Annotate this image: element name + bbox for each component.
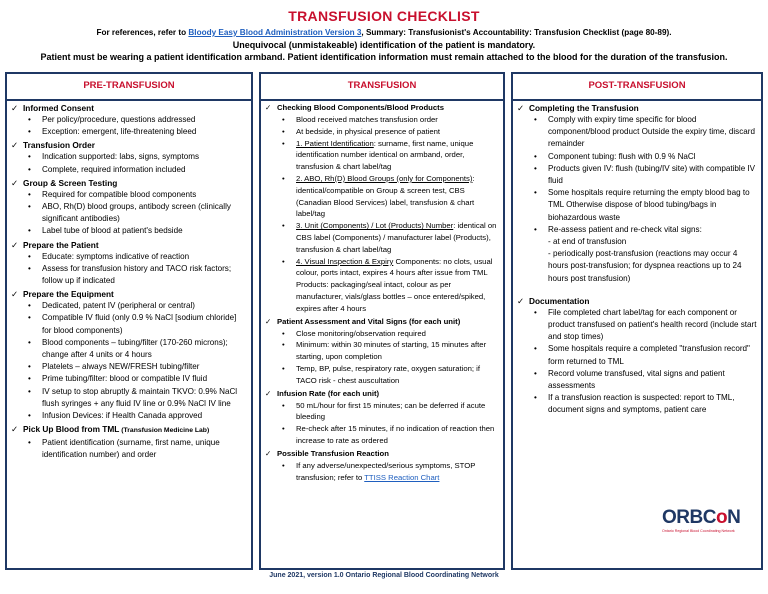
- list-item: • If any adverse/unexpected/serious symptoms, STOP transfusion; refer to TTISS Reaction Chart: [282, 460, 476, 482]
- list-item: • 4. Visual Inspection & Expiry Components: no clots, usual colour, ports intact, expires 4 hours after issue from TML Products: packaging/seal intact, colour as per manufacturer, vials/glass bottles – once entered/spiked, expires after 4 hours: [282, 256, 493, 313]
- list-item: • Minimum: within 30 minutes of starting, 15 minutes after starting, upon completion: [282, 340, 487, 362]
- footer: June 2021, version 1.0 Ontario Regional Blood Coordinating Network: [269, 572, 499, 579]
- completing-transfusion-list: [517, 114, 757, 285]
- orbcon-logo: [662, 508, 744, 544]
- bloody-easy-link[interactable]: Bloody Easy Blood Administration Version 3: [188, 28, 362, 37]
- list-item: • Component tubing: flush with 0.9 % NaCl: [517, 151, 757, 163]
- list-item: • Blood components – tubing/filter (170-260 microns); change after 4 units or 4 hours: [28, 337, 228, 360]
- bullet-icon: •: [28, 115, 31, 124]
- bullet-icon: •: [282, 424, 285, 434]
- list-item: • Label tube of blood at patient's bedside: [11, 225, 247, 237]
- infusion-rate-title: ✓ Infusion Rate (for each unit): [265, 388, 380, 398]
- check-icon: ✓: [11, 177, 18, 188]
- bullet-icon: •: [282, 173, 285, 183]
- pickup-blood-list: [11, 437, 247, 461]
- bullet-icon: •: [534, 188, 537, 198]
- post-sections: [513, 102, 761, 417]
- transfusion-reaction-list: [265, 460, 499, 484]
- trans-sections: [261, 102, 503, 483]
- checking-components-list: [265, 114, 499, 315]
- reassess-sub-1: - at end of transfusion: [548, 237, 627, 247]
- informed-consent-title: ✓ Informed Consent: [11, 103, 94, 113]
- list-item: • Record volume transfused, vital signs and patient assessments: [534, 368, 725, 391]
- post-transfusion-column: [511, 72, 763, 570]
- check-icon: ✓: [265, 316, 272, 326]
- pre-sections: [7, 102, 251, 462]
- bullet-icon: •: [282, 256, 285, 266]
- documentation-list: [517, 307, 757, 417]
- list-item: • Comply with expiry time specific for blood component/blood product Outside the expiry time, discard remainder: [534, 115, 755, 149]
- transfusion-order-title: ✓ Transfusion Order: [11, 140, 95, 151]
- list-item: • Platelets – always NEW/FRESH tubing/filter: [11, 361, 247, 373]
- list-item: • File completed chart label/tag for each component or product transfused on patient's health record (include start and stop times): [534, 307, 757, 342]
- bullet-icon: •: [282, 460, 285, 470]
- ref-suffix: , Summary: Transfusionist's Accountability: Transfusion Checklist (page 80-89).: [361, 28, 672, 37]
- bullet-icon: •: [28, 251, 31, 261]
- list-item: • Re-assess patient and re-check vital signs: - at end of transfusion - periodically post-transfusion (reactions may occur 4 hours post-transfusion; for dyspnea reactions up to 24 hours post transfusion): [517, 224, 757, 285]
- infusion-rate-list: [265, 400, 499, 447]
- bullet-icon: •: [534, 163, 537, 173]
- bullet-icon: •: [28, 202, 31, 212]
- list-item: • 2. ABO, Rh(D) Blood Groups (only for Components): identical/compatible on Group & screen test, CBS (Canadian Blood Services) label, transfusion & chart label/tag: [282, 173, 475, 219]
- bullet-icon: •: [534, 151, 537, 161]
- list-item: • Products given IV: flush (tubing/IV site) with compatible IV fluid: [534, 163, 756, 186]
- armband-statement: Patient must be wearing a patient identification armband. Patient identification information must remain attached to the blood for the duration of the transfusion.: [40, 52, 728, 62]
- transfusion-heading: TRANSFUSION: [261, 74, 503, 101]
- identification-statement: Unequivocal (unmistakeable) identification of the patient is mandatory.: [232, 40, 536, 50]
- completing-transfusion-title: ✓ Completing the Transfusion: [517, 103, 639, 113]
- list-item: • 50 mL/hour for first 15 minutes; can be deferred if acute bleeding: [282, 400, 486, 422]
- list-item: • ABO, Rh(D) blood groups, antibody screen (clinically significant antibodies): [28, 202, 231, 224]
- group-screen-list: [11, 189, 247, 238]
- check-icon: ✓: [11, 103, 18, 113]
- prepare-patient-title: ✓ Prepare the Patient: [11, 239, 99, 250]
- bullet-icon: •: [282, 363, 285, 373]
- bullet-icon: •: [534, 224, 537, 234]
- page-title: TRANSFUSION CHECKLIST: [288, 8, 480, 24]
- bullet-icon: •: [534, 115, 537, 124]
- bullet-icon: •: [28, 362, 31, 372]
- ttiss-reaction-link[interactable]: TTISS Reaction Chart: [364, 472, 440, 482]
- informed-consent-list: [11, 114, 247, 138]
- bullet-icon: •: [282, 340, 285, 350]
- pre-transfusion-heading: PRE-TRANSFUSION: [7, 74, 251, 101]
- list-item: • Temp, BP, pulse, respiratory rate, oxygen saturation; if TACO risk - chest auscultation: [282, 363, 481, 385]
- list-item: • If a transfusion reaction is suspected: report to TML, document signs and symptoms, patient care: [534, 393, 735, 415]
- bullet-icon: •: [28, 189, 31, 199]
- bullet-icon: •: [282, 115, 285, 124]
- list-item: • Blood received matches transfusion order: [282, 115, 438, 124]
- bullet-icon: •: [282, 126, 285, 136]
- logo-subtitle: Ontario Regional Blood Coordinating Network: [662, 529, 735, 533]
- bullet-icon: •: [28, 152, 31, 162]
- list-item: • Indication supported: labs, signs, symptoms: [11, 151, 247, 163]
- reference-line: [0, 28, 768, 37]
- patient-assessment-list: [265, 328, 499, 387]
- logo-wordmark: ORBCoN: [662, 507, 741, 528]
- bullet-icon: •: [282, 138, 285, 148]
- bullet-icon: •: [28, 164, 31, 174]
- bullet-icon: •: [28, 313, 31, 323]
- list-item: • At bedside, in physical presence of patient: [282, 126, 441, 136]
- bullet-icon: •: [28, 411, 31, 421]
- prepare-patient-list: [11, 251, 247, 288]
- check-icon: ✓: [11, 140, 18, 151]
- post-transfusion-heading: POST-TRANSFUSION: [513, 74, 761, 101]
- check-icon: ✓: [265, 388, 272, 398]
- bullet-icon: •: [282, 221, 285, 231]
- list-item: • 3. Unit (Components) / Lot (Products) Number: identical on CBS label (Components) / manufacturer label (Products), transfusion & chart label/tag: [282, 221, 497, 254]
- pickup-blood-title: ✓ Pick Up Blood from TML (Transfusion Medicine Lab): [11, 424, 210, 435]
- list-item: • Close monitoring/observation required: [282, 328, 426, 338]
- bullet-icon: •: [534, 344, 537, 354]
- check-icon: ✓: [265, 448, 272, 458]
- bullet-icon: •: [534, 307, 537, 317]
- list-item: • Infusion Devices: if Health Canada approved: [11, 410, 247, 422]
- list-item: • Dedicated, patent IV (peripheral or central): [11, 300, 247, 312]
- list-item: • Assess for transfusion history and TACO risk factors; follow up if indicated: [28, 263, 232, 286]
- prepare-equipment-list: [11, 300, 247, 422]
- patient-assessment-title: ✓ Patient Assessment and Vital Signs (for each unit): [265, 316, 461, 326]
- prepare-equipment-title: ✓ Prepare the Equipment: [11, 289, 114, 300]
- bullet-icon: •: [28, 438, 31, 448]
- transfusion-column: [259, 72, 505, 570]
- group-screen-title: ✓ Group & Screen Testing: [11, 177, 118, 188]
- list-item: • Prime tubing/filter: blood or compatible IV fluid: [11, 373, 247, 385]
- list-item: • Re-check after 15 minutes, if no indication of reaction then increase to rate as ordered: [282, 424, 495, 445]
- transfusion-reaction-title: ✓ Possible Transfusion Reaction: [265, 448, 389, 458]
- bullet-icon: •: [28, 226, 31, 236]
- list-item: • Required for compatible blood components: [11, 189, 247, 201]
- list-item: • Per policy/procedure, questions addressed: [11, 114, 247, 126]
- pre-transfusion-column: [5, 72, 253, 570]
- header: [0, 8, 768, 62]
- check-icon: ✓: [265, 103, 272, 112]
- check-icon: ✓: [11, 289, 18, 300]
- checking-components-title: ✓ Checking Blood Components/Blood Products: [265, 103, 444, 112]
- bullet-icon: •: [28, 337, 31, 347]
- bullet-icon: •: [28, 386, 31, 396]
- list-item: • Educate: symptoms indicative of reaction: [11, 251, 247, 263]
- check-icon: ✓: [517, 295, 524, 306]
- list-item: • IV setup to stop abruptly & maintain TKVO: 0.9% NaCl flush syringes + any fluid IV line or 0.9% NaCl IV line: [28, 386, 238, 408]
- check-icon: ✓: [517, 103, 524, 113]
- bullet-icon: •: [28, 263, 31, 273]
- list-item: • 1. Patient Identification: surname, first name, unique identification number identical on armband, order, transfusion & chart label/tag: [282, 138, 474, 172]
- bullet-icon: •: [282, 400, 285, 410]
- list-item: • Compatible IV fluid (only 0.9 % NaCl [sodium chloride] for blood components): [28, 313, 237, 335]
- documentation-title: ✓ Documentation: [517, 295, 590, 306]
- list-item: • Complete, required information included: [11, 164, 247, 176]
- bullet-icon: •: [28, 127, 31, 137]
- bullet-icon: •: [534, 368, 537, 378]
- list-item: • Some hospitals require returning the empty blood bag to TML Otherwise dispose of blood tubing/bags in biohazardous waste: [534, 188, 750, 222]
- bullet-icon: •: [282, 328, 285, 338]
- transfusion-order-list: [11, 151, 247, 175]
- list-item: • Patient identification (surname, first name, unique identification number) and order: [28, 438, 220, 460]
- list-item: • Some hospitals require a completed "transfusion record" form returned to TML: [534, 344, 750, 366]
- bullet-icon: •: [28, 301, 31, 311]
- check-icon: ✓: [11, 424, 18, 435]
- bullet-icon: •: [534, 393, 537, 403]
- check-icon: ✓: [11, 239, 18, 250]
- bullet-icon: •: [28, 374, 31, 384]
- reassess-sub-2: - periodically post-transfusion (reactions may occur 4 hours post-transfusion; for dyspnea reactions up to 24 hours post transfusion): [548, 249, 742, 283]
- ref-prefix: For references, refer to: [96, 28, 189, 37]
- list-item: • Exception: emergent, life-threatening bleed: [11, 126, 247, 138]
